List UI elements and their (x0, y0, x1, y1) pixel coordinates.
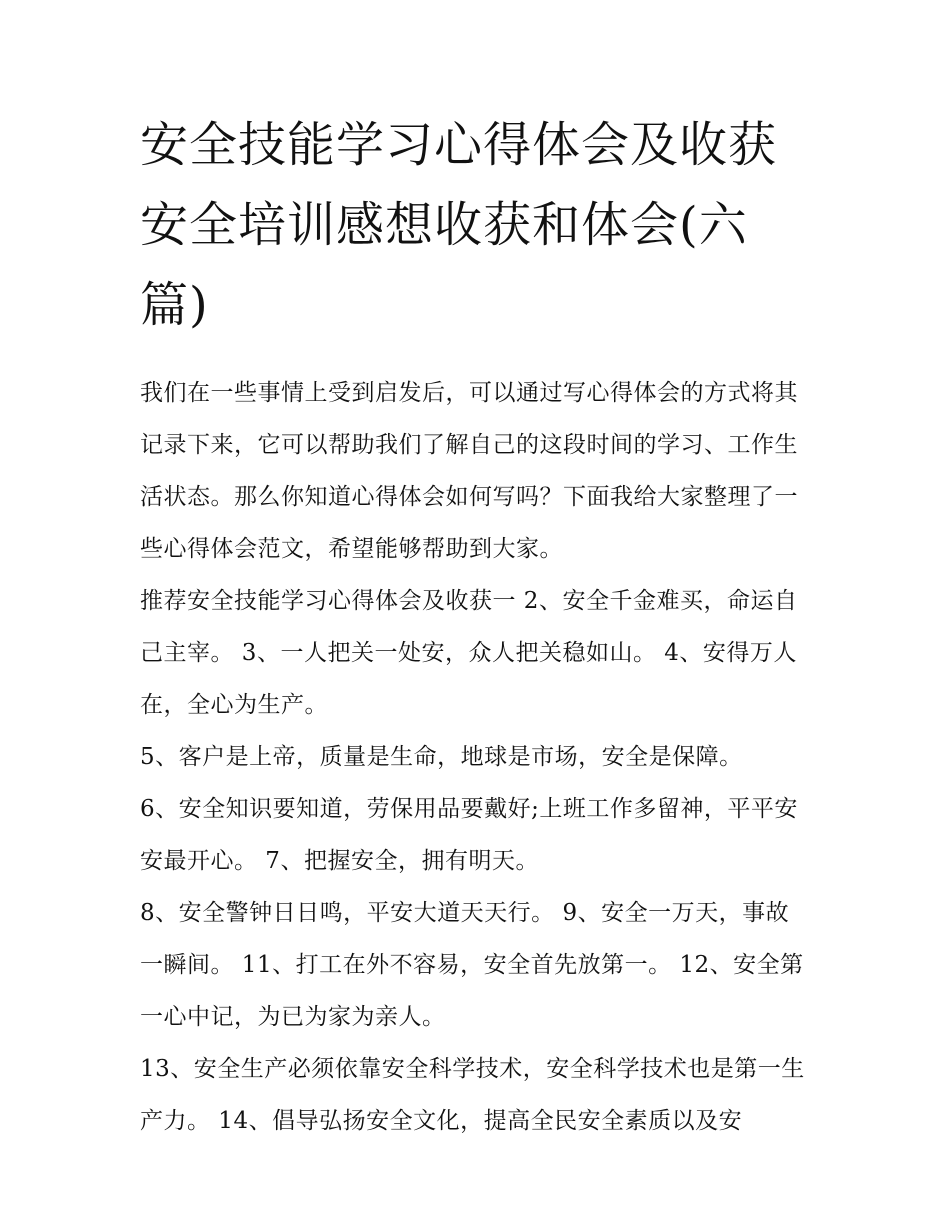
title-line: 篇) (140, 277, 209, 333)
document-title (140, 105, 812, 345)
body-paragraph: 8、安全警钟日日鸣，平安大道天天行。 9、安全一万天，事故一瞬间。 11、打工在外不容易，安全首先放第一。 12、安全第一心中记，为已为家为亲人。 (140, 900, 804, 1030)
intro-paragraph: 我们在一些事情上受到启发后，可以通过写心得体会的方式将其记录下来，它可以帮助我们了解自己的这段时间的学习、工作生活状态。那么你知道心得体会如何写吗？下面我给大家整理了一些心得体会范文，希望能够帮助到大家。 (140, 380, 798, 562)
document-body (140, 367, 812, 1147)
body-paragraph: 5、客户是上帝，质量是生命，地球是市场，安全是保障。 (140, 744, 743, 770)
body-paragraph: 6、安全知识要知道，劳保用品要戴好;上班工作多留神，平平安安最开心。 7、把握安全，拥有明天。 (140, 796, 798, 874)
title-line: 安全技能学习心得体会及收获 (140, 117, 778, 173)
body-paragraph: 13、安全生产必须依靠安全科学技术，安全科学技术也是第一生产力。 14、倡导弘扬安全文化，提高全民安全素质以及安 (140, 1056, 805, 1134)
title-line: 安全培训感想收获和体会(六 (140, 197, 748, 253)
document-page (140, 105, 812, 1147)
body-paragraph: 推荐安全技能学习心得体会及收获一 2、安全千金难买，命运自己主宰。 3、一人把关一处安，众人把关稳如山。 4、安得万人在，全心为生产。 (140, 588, 798, 718)
